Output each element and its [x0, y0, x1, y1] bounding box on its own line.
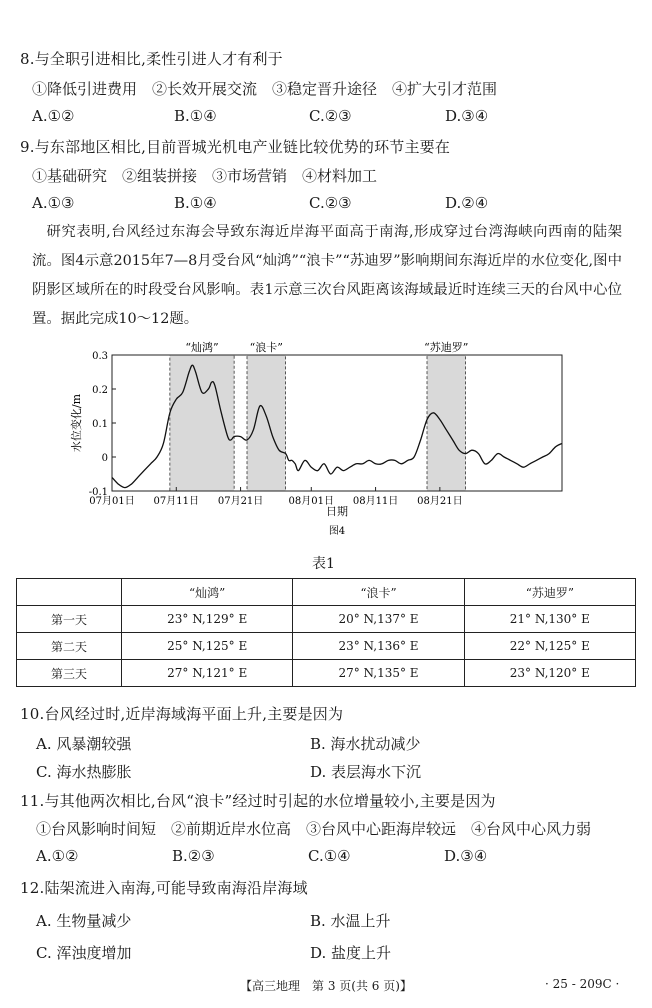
- y-tick-label: 0.1: [92, 419, 108, 430]
- question-11-stem: 11.与其他两次相比,台风“浪卡”经过时引起的水位增量较小,主要是因为: [20, 792, 496, 810]
- question-12-stem: 12.陆架流进入南海,可能导致南海沿岸海域: [20, 879, 308, 897]
- question-10-option-d: D. 表层海水下沉: [310, 763, 422, 781]
- x-tick-label: 08月11日: [352, 496, 399, 507]
- y-tick-label: -0.1: [88, 487, 108, 498]
- table-row: [17, 606, 636, 633]
- question-9-option-b: B.①④: [174, 194, 217, 212]
- question-11-option-a: A.①②: [36, 847, 79, 865]
- question-9-choices: ①基础研究 ②组装拼接 ③市场营销 ④材料加工: [32, 167, 378, 185]
- question-12-option-a: A. 生物量减少: [36, 912, 132, 930]
- table-cell: 第二天: [17, 633, 122, 660]
- x-tick-label: 08月21日: [417, 496, 463, 507]
- y-tick-label: 0: [101, 453, 108, 464]
- x-axis-label: 日期: [326, 505, 348, 518]
- y-tick-label: 0.3: [92, 351, 108, 362]
- table-row: [17, 633, 636, 660]
- table-header-row: [17, 579, 636, 606]
- question-12-option-b: B. 水温上升: [310, 912, 391, 930]
- question-11-option-d: D.③④: [444, 847, 488, 865]
- table-cell: 25° N,125° E: [122, 633, 293, 660]
- question-8-choices: ①降低引进费用 ②长效开展交流 ③稳定晋升途径 ④扩大引才范围: [32, 80, 498, 98]
- table-cell: 第一天: [17, 606, 122, 633]
- question-8-option-a: A.①②: [32, 107, 75, 125]
- y-tick-label: 0.2: [92, 385, 108, 396]
- typhoon-label: “浪卡”: [249, 341, 283, 354]
- question-8-option-b: B.①④: [174, 107, 217, 125]
- x-tick-label: 08月01日: [288, 496, 335, 507]
- question-9-stem: 9.与东部地区相比,目前晋城光机电产业链比较优势的环节主要在: [20, 138, 451, 156]
- question-11-choices: ①台风影响时间短 ②前期近岸水位高 ③台风中心距海岸较远 ④台风中心风力弱: [36, 820, 592, 838]
- reading-passage: 研究表明,台风经过东海会导致东海近岸海平面高于南海,形成穿过台湾海峡向西南的陆架流。图4示意2015年7—8月受台风“灿鸿”“浪卡”“苏迪罗”影响期间东海近岸的水位变化,图中阴影区域所在的时段受台风影响。表1示意三次台风距离该海域最近时连续三天的台风中心位置。据此完成10～12题。: [32, 224, 622, 327]
- figure-caption: 图4: [328, 526, 346, 537]
- table-1-title: 表1: [312, 556, 335, 572]
- question-10-option-c: C. 海水热膨胀: [36, 763, 132, 781]
- x-tick-label: 07月01日: [89, 496, 135, 507]
- question-10-stem: 10.台风经过时,近岸海域海平面上升,主要是因为: [20, 705, 344, 723]
- question-12-option-d: D. 盐度上升: [310, 944, 392, 962]
- typhoon-label: “灿鸿”: [185, 341, 219, 354]
- x-tick-label: 07月21日: [217, 496, 264, 507]
- table-1: [16, 578, 636, 687]
- question-11-option-b: B.②③: [172, 847, 215, 865]
- question-10-option-b: B. 海水扰动减少: [310, 735, 421, 753]
- table-cell: 21° N,130° E: [464, 606, 635, 633]
- page-footer: 【高三地理 第 3 页(共 6 页)】: [240, 979, 412, 993]
- typhoon-period-shade: [427, 355, 466, 491]
- table-header-cell: “浪卡”: [293, 579, 464, 606]
- table-cell: 20° N,137° E: [293, 606, 464, 633]
- table-cell: 22° N,125° E: [464, 633, 635, 660]
- question-9-option-a: A.①③: [32, 194, 75, 212]
- typhoon-period-shade: [247, 355, 286, 491]
- table-cell: 23° N,120° E: [464, 660, 635, 687]
- question-8-option-c: C.②③: [309, 107, 352, 125]
- typhoon-label: “苏迪罗”: [424, 341, 469, 354]
- table-cell: 23° N,129° E: [122, 606, 293, 633]
- question-8-option-d: D.③④: [445, 107, 489, 125]
- table-cell: 第三天: [17, 660, 122, 687]
- question-8-stem: 8.与全职引进相比,柔性引进人才有利于: [20, 50, 283, 68]
- question-9-option-d: D.②④: [445, 194, 489, 212]
- table-row: [17, 660, 636, 687]
- figure-4-chart: [60, 340, 580, 540]
- table-header-cell: “灿鸿”: [122, 579, 293, 606]
- y-axis-label: 水位变化/m: [70, 393, 83, 453]
- table-header-cell: [17, 579, 122, 606]
- table-cell: 23° N,136° E: [293, 633, 464, 660]
- question-10-option-a: A. 风暴潮较强: [36, 735, 132, 753]
- question-12-option-c: C. 浑浊度增加: [36, 944, 132, 962]
- question-11-option-c: C.①④: [308, 847, 351, 865]
- table-header-cell: “苏迪罗”: [464, 579, 635, 606]
- x-tick-label: 07月11日: [153, 496, 200, 507]
- question-9-option-c: C.②③: [309, 194, 352, 212]
- exam-code: · 25 - 209C ·: [545, 977, 620, 991]
- table-cell: 27° N,121° E: [122, 660, 293, 687]
- table-cell: 27° N,135° E: [293, 660, 464, 687]
